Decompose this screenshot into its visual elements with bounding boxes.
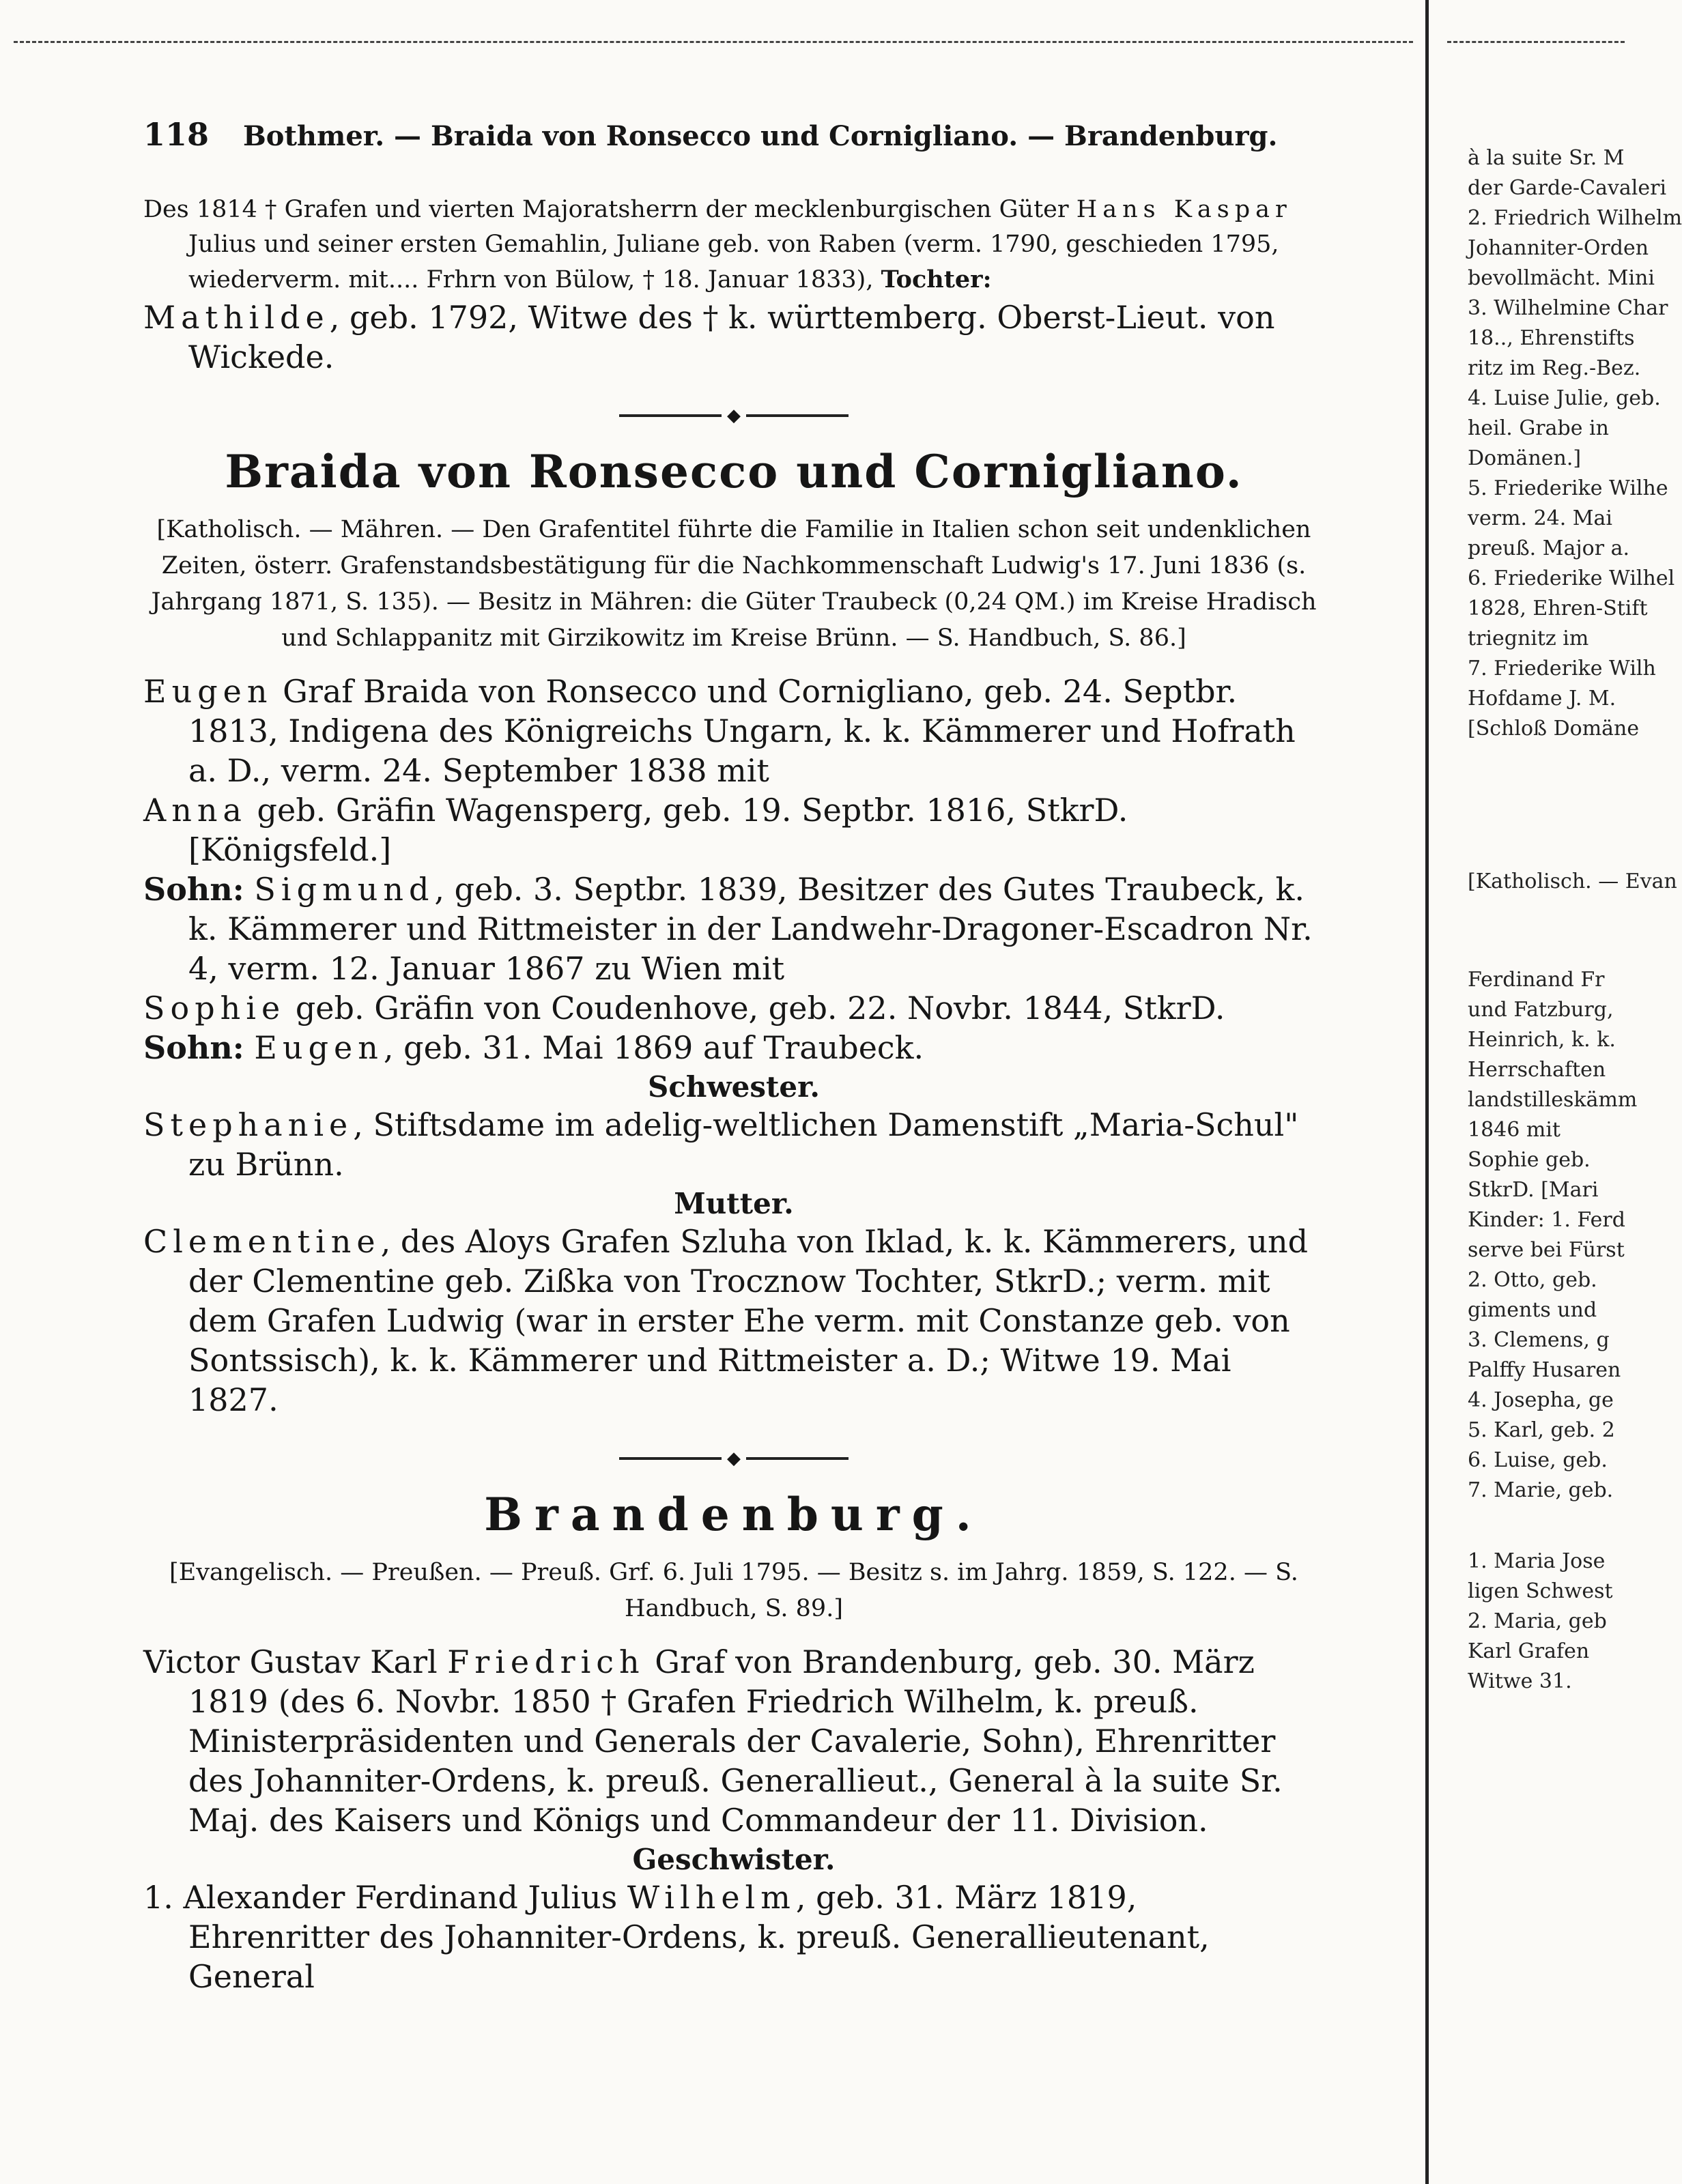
section-title-braida: Braida von Ronsecco und Cornigliano. — [225, 445, 1243, 498]
right-line: 2. Otto, geb. — [1468, 1268, 1597, 1292]
section-ornament — [143, 405, 1324, 426]
anna-name: Anna — [143, 792, 247, 829]
victor-given-names: Victor Gustav Karl — [143, 1643, 438, 1680]
right-line: 3. Wilhelmine Char — [1468, 296, 1668, 320]
right-line: Domänen.] — [1468, 446, 1582, 470]
victor-name: Friedrich — [447, 1643, 645, 1680]
clementine-name: Clementine — [143, 1223, 381, 1260]
adjacent-page-fragment — [1468, 143, 1682, 1697]
bothmer-p1b: Julius und seiner ersten Gemahlin, Juliane geb. von Raben (verm. 1790, geschieden 1795, wiederverm. mit.... Frhrn von Bülow, † 18. Januar 1833), — [188, 231, 1279, 293]
sophie-name: Sophie — [143, 990, 286, 1026]
right-line: Witwe 31. — [1468, 1669, 1572, 1693]
schwester-label: Schwester. — [648, 1070, 820, 1104]
bothmer-p1: Des 1814 † Grafen und vierten Majoratsherrn der mecklenburgischen Güter — [143, 196, 1069, 223]
right-line: und Fatzburg, — [1468, 998, 1614, 1022]
right-line: Johanniter-Orden — [1468, 236, 1649, 260]
bothmer-parent-entry — [143, 192, 1324, 298]
right-line: verm. 24. Mai — [1468, 506, 1613, 530]
right-line: landstilleskämm — [1468, 1088, 1638, 1112]
page-main-column — [143, 116, 1324, 1996]
bothmer-tochter-label: Tochter: — [881, 265, 992, 293]
stephanie-entry — [143, 1105, 1324, 1184]
bothmer-mathilde-entry — [143, 298, 1324, 377]
right-line: 7. Friederike Wilh — [1468, 657, 1656, 680]
sophie-entry — [143, 988, 1324, 1028]
top-dashed-rule-right — [1447, 41, 1625, 43]
right-line: 4. Luise Julie, geb. — [1468, 386, 1661, 410]
ornament-diamond-icon-2: ◆ — [727, 1448, 741, 1469]
eugen-entry — [143, 672, 1324, 790]
right-line: preuß. Major a. — [1468, 536, 1629, 560]
right-line: 18.., Ehrenstifts — [1468, 326, 1635, 350]
alexander-name: Wilhelm — [627, 1879, 796, 1916]
eugen2-name: Eugen — [254, 1029, 384, 1066]
running-title: Bothmer. — Braida von Ronsecco und Cornigliano. — Brandenburg. — [242, 120, 1278, 152]
eugen2-entry — [143, 1028, 1324, 1067]
right-line: StkrD. [Mari — [1468, 1178, 1599, 1202]
page-number: 118 — [143, 116, 210, 153]
right-line: à la suite Sr. M — [1468, 146, 1625, 170]
stephanie-name: Stephanie — [143, 1106, 354, 1143]
sophie-text: geb. Gräfin von Coudenhove, geb. 22. Novbr. 1844, StkrD. — [285, 990, 1225, 1026]
right-line: heil. Grabe in — [1468, 416, 1609, 440]
right-line: 6. Friederike Wilhel — [1468, 566, 1675, 590]
right-line: serve bei Fürst — [1468, 1238, 1625, 1262]
anna-entry — [143, 790, 1324, 870]
right-line: Ferdinand Fr — [1468, 968, 1605, 992]
section-title-brandenburg: Brandenburg. — [484, 1488, 984, 1541]
right-line: Herrschaften — [1468, 1058, 1606, 1082]
right-line: der Garde-Cavaleri — [1468, 176, 1667, 200]
right-line: 6. Luise, geb. — [1468, 1448, 1608, 1472]
alexander-text: , geb. 31. März 1819, Ehrenritter des Johanniter-Ordens, k. preuß. Generallieutenant, General — [188, 1879, 1210, 1995]
right-line: 5. Friederike Wilhe — [1468, 476, 1668, 500]
anna-text: geb. Gräfin Wagensperg, geb. 19. Septbr. 1816, StkrD. [Königsfeld.] — [188, 792, 1128, 868]
right-line: Kinder: 1. Ferd — [1468, 1208, 1625, 1232]
right-line: Karl Grafen — [1468, 1639, 1590, 1663]
sigmund-text: , geb. 3. Septbr. 1839, Besitzer des Gutes Traubeck, k. k. Kämmerer und Rittmeister in der Landwehr-Dragoner-Escadron Nr. 4, verm. 12. Januar 1867 zu Wien mit — [188, 871, 1313, 987]
ornament-diamond-icon: ◆ — [727, 405, 741, 426]
stephanie-text: , Stiftsdame im adelig-weltlichen Damenstift „Maria-Schul" zu Brünn. — [188, 1106, 1299, 1183]
right-line: 1828, Ehren-Stift — [1468, 597, 1648, 620]
mathilde-text: , geb. 1792, Witwe des † k. württemberg. Oberst-Lieut. von Wickede. — [188, 299, 1275, 375]
geschwister-label: Geschwister. — [632, 1843, 836, 1876]
alexander-given-names: 1. Alexander Ferdinand Julius — [143, 1879, 618, 1916]
right-line: ritz im Reg.-Bez. — [1468, 356, 1641, 380]
right-line: 2. Friedrich Wilhelm — [1468, 206, 1682, 230]
eugen-text: Graf Braida von Ronsecco und Cornigliano, geb. 24. Septbr. 1813, Indigena des Königreichs Ungarn, k. k. Kämmerer und Hofrath a. D., verm. 24. September 1838 mit — [188, 673, 1296, 789]
right-line: 3. Clemens, g — [1468, 1328, 1610, 1352]
victor-entry — [143, 1642, 1324, 1840]
page-gutter-rule — [1425, 0, 1429, 2184]
braida-intro: [Katholisch. — Mähren. — Den Grafentitel führte die Familie in Italien schon seit undenklichen Zeiten, österr. Grafenstandsbestätigung für die Nachkommenschaft Ludwig's 17. Juni 1836 (s. Jahrgang 1871, S. 135). — Besitz in Mähren: die Güter Traubeck (0,24 QM.) im Kreise Hradisch und Schlappanitz mit Girzikowitz im Kreise Brünn. — S. Handbuch, S. 86.] — [151, 516, 1317, 652]
brandenburg-intro: [Evangelisch. — Preußen. — Preuß. Grf. 6. Juli 1795. — Besitz s. im Jahrg. 1859, S. 122. — S. Handbuch, S. 89.] — [169, 1559, 1298, 1622]
eugen-name: Eugen — [143, 673, 273, 710]
right-line: [Schloß Domäne — [1468, 717, 1640, 741]
right-line: 5. Karl, geb. 2 — [1468, 1418, 1615, 1442]
right-line: ligen Schwest — [1468, 1579, 1613, 1603]
right-line: Sophie geb. — [1468, 1148, 1591, 1172]
section-ornament-2 — [143, 1448, 1324, 1469]
right-line: Palffy Husaren — [1468, 1358, 1621, 1382]
sigmund-entry — [143, 870, 1324, 988]
eugen2-text: , geb. 31. Mai 1869 auf Traubeck. — [383, 1029, 924, 1066]
alexander-entry — [143, 1878, 1324, 1996]
right-line: Hofdame J. M. — [1468, 687, 1616, 710]
top-dashed-rule — [14, 41, 1413, 43]
right-line: 1. Maria Jose — [1468, 1549, 1606, 1573]
right-line: 1846 mit — [1468, 1118, 1560, 1142]
sohn2-label: Sohn: — [143, 1029, 244, 1066]
victor-text: Graf von Brandenburg, geb. 30. März 1819 (des 6. Novbr. 1850 † Grafen Friedrich Wilhelm, k. preuß. Ministerpräsidenten und Generals der Cavalerie, Sohn), Ehrenritter des Johanniter-Ordens, k. preuß. Generallieut., General à la suite Sr. Maj. des Kaisers und Königs und Commandeur der 11. Division. — [188, 1643, 1283, 1839]
right-line: 4. Josepha, ge — [1468, 1388, 1614, 1412]
clementine-entry — [143, 1222, 1324, 1420]
right-line: 2. Maria, geb — [1468, 1609, 1607, 1633]
mathilde-name: Mathilde — [143, 299, 330, 336]
sohn-label: Sohn: — [143, 871, 244, 908]
sigmund-name: Sigmund — [254, 871, 435, 908]
bothmer-p1-name: Hans Kaspar — [1076, 196, 1292, 223]
right-line: 7. Marie, geb. — [1468, 1478, 1614, 1502]
right-line: bevollmächt. Mini — [1468, 266, 1655, 290]
right-line: triegnitz im — [1468, 627, 1589, 650]
clementine-text: , des Aloys Grafen Szluha von Iklad, k. k. Kämmerers, und der Clementine geb. Zißka von Trocznow Tochter, StkrD.; verm. mit dem Grafen Ludwig (war in erster Ehe verm. mit Constanze geb. von Sontssisch), k. k. Kämmerer und Rittmeister a. D.; Witwe 19. Mai 1827. — [188, 1223, 1309, 1418]
right-line: giments und — [1468, 1298, 1597, 1322]
running-header — [143, 116, 1324, 153]
right-line-mid: [Katholisch. — Evan — [1468, 870, 1677, 893]
mutter-label: Mutter. — [674, 1187, 794, 1220]
right-line: Heinrich, k. k. — [1468, 1028, 1616, 1052]
